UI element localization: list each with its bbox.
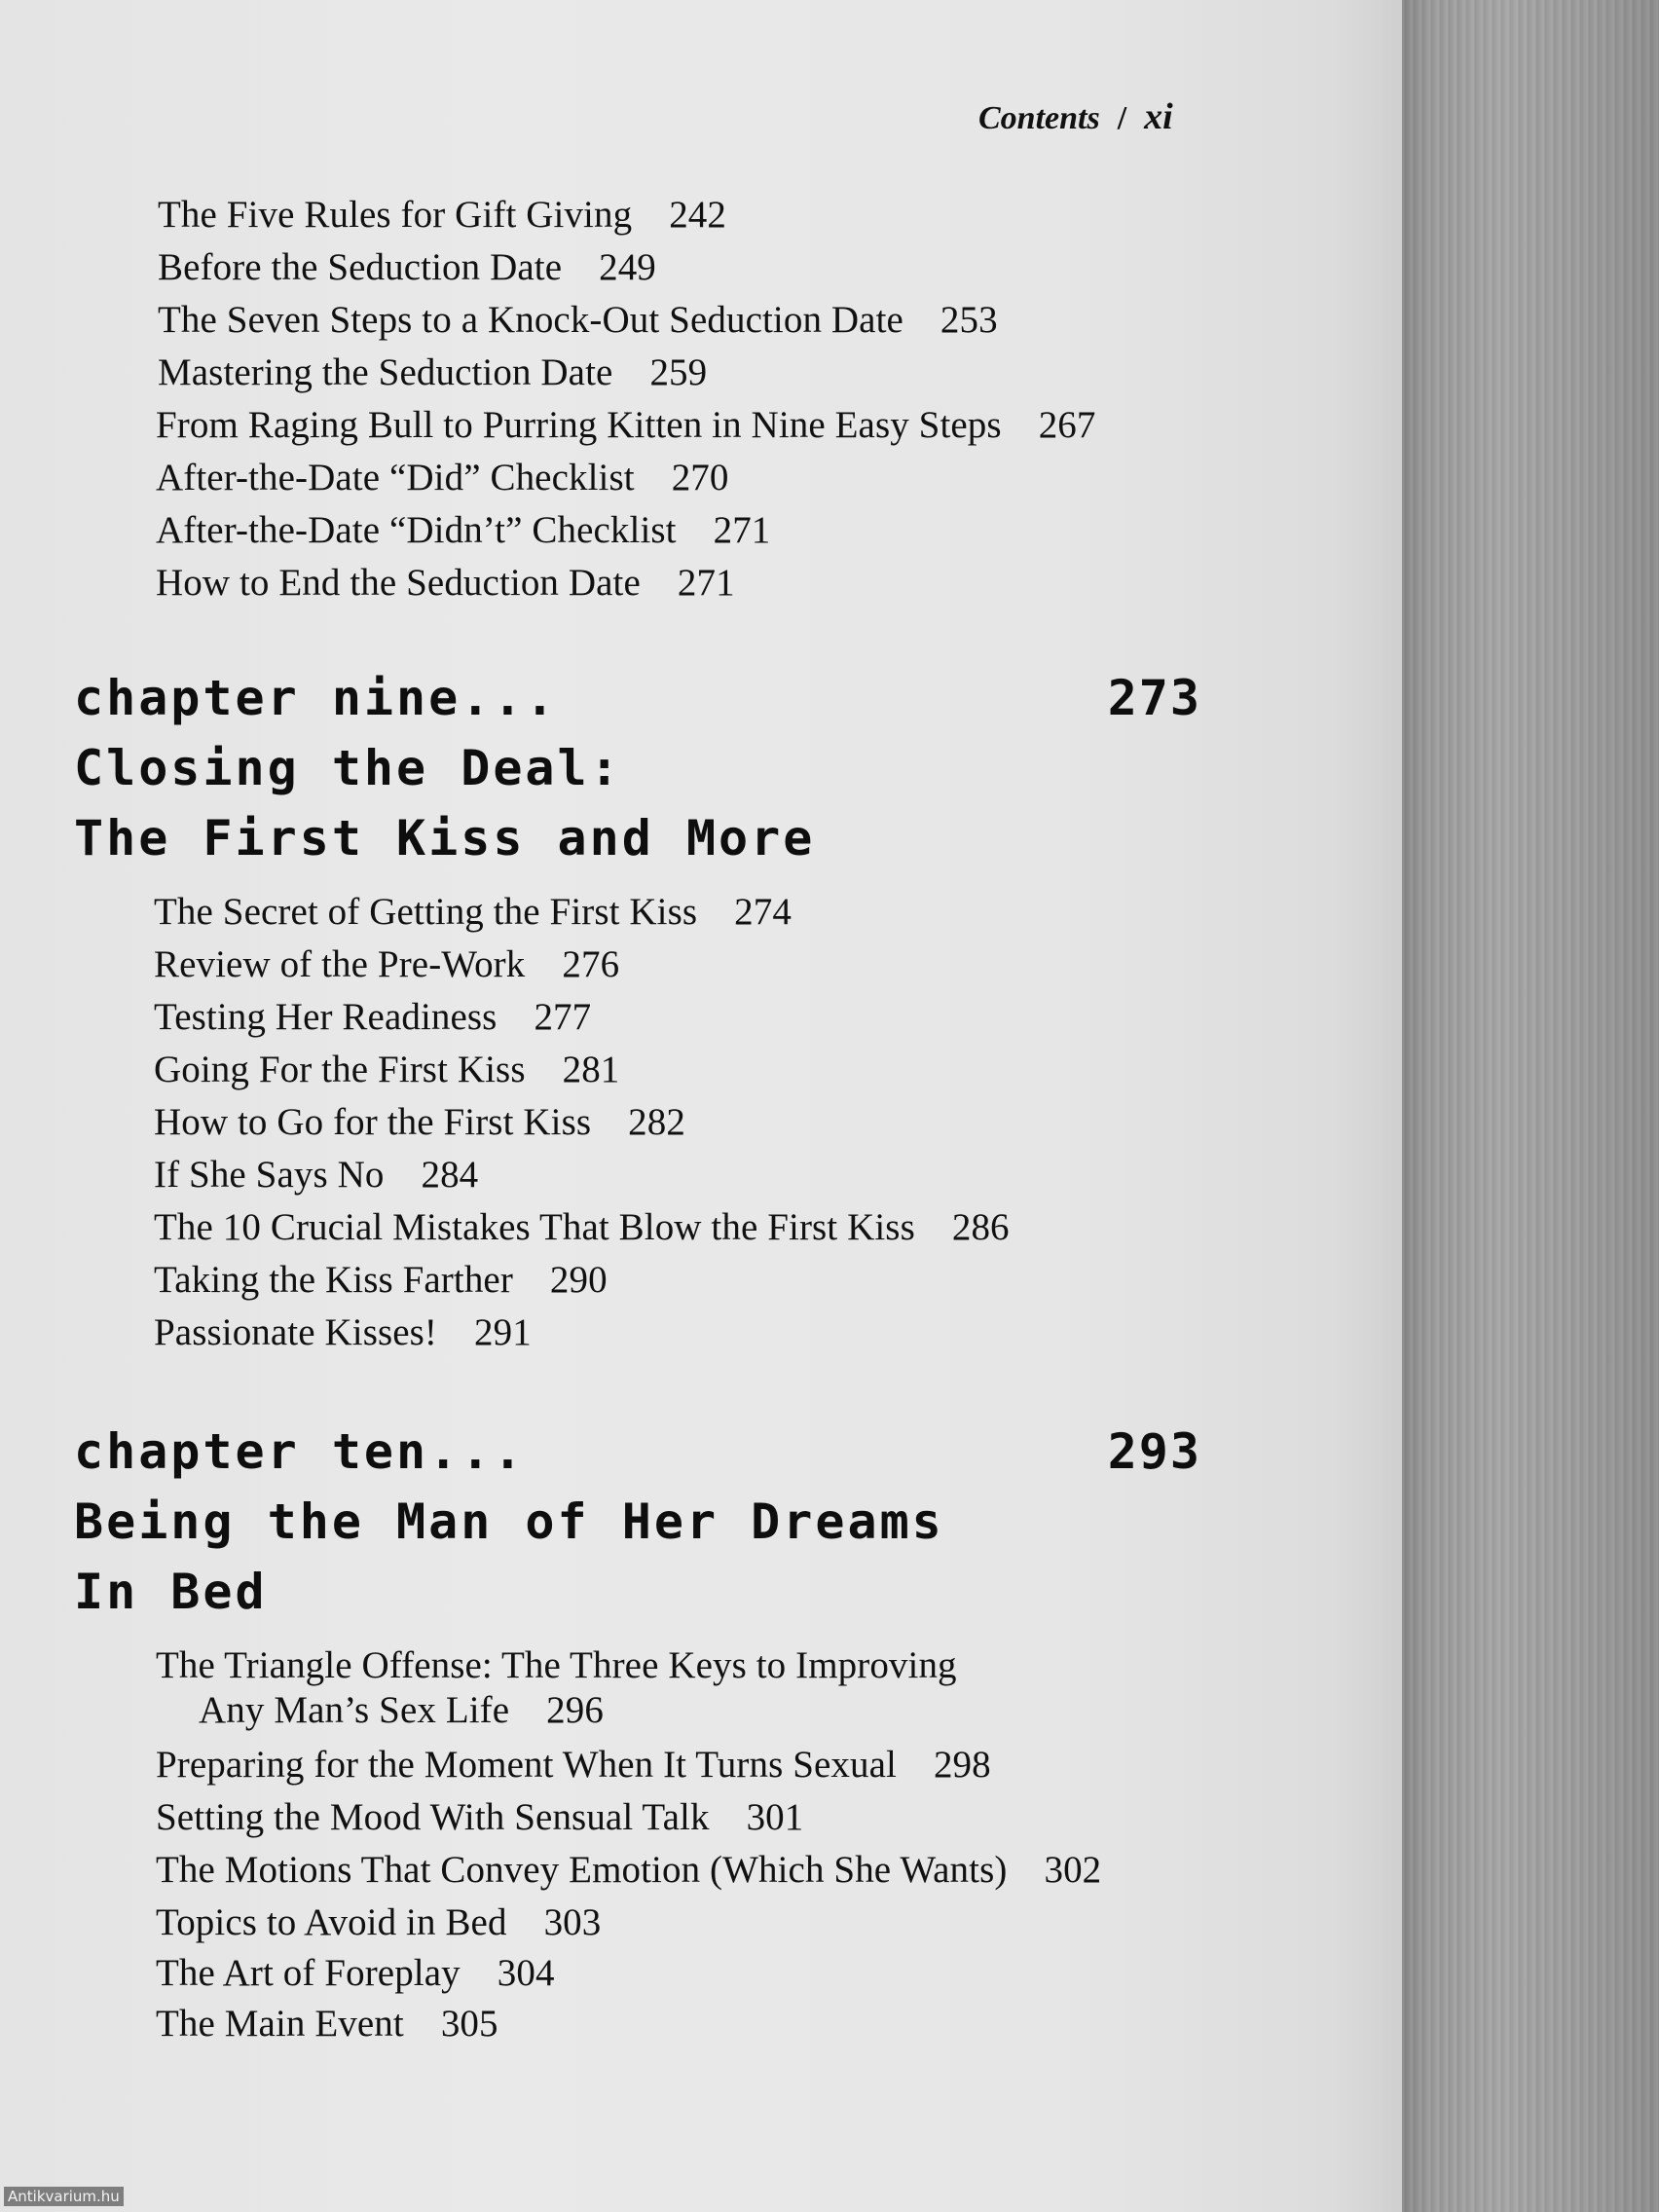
toc-entry-page: 276 [562, 943, 620, 985]
toc-entry-title: Any Man’s Sex Life [199, 1689, 510, 1731]
chapter-label: chapter nine... [74, 670, 558, 726]
toc-entry-continuation [199, 1688, 604, 1732]
toc-entry-title: Mastering the Seduction Date [158, 351, 613, 393]
toc-entry [158, 245, 656, 289]
toc-entry-title: Going For the First Kiss [154, 1049, 526, 1090]
background-surface [1402, 0, 1659, 2212]
toc-entry-page: 274 [734, 891, 792, 933]
toc-entry-page: 284 [421, 1154, 479, 1196]
toc-entry-title: From Raging Bull to Purring Kitten in Nine Easy Steps [156, 404, 1002, 446]
toc-entry-page: 267 [1038, 404, 1096, 446]
toc-entry [154, 1310, 532, 1354]
toc-entry-page: 298 [933, 1744, 991, 1786]
toc-entry-page: 270 [671, 457, 729, 498]
toc-entry-page: 249 [599, 246, 656, 288]
toc-entry-title: The Triangle Offense: The Three Keys to Improving [156, 1644, 957, 1686]
toc-entry-page: 281 [562, 1049, 620, 1090]
toc-entry-title: The Secret of Getting the First Kiss [154, 891, 698, 933]
toc-entry [156, 1900, 601, 1944]
toc-entry [154, 1048, 619, 1091]
toc-entry-title: How to End the Seduction Date [156, 562, 641, 604]
header-page-numeral: xi [1144, 96, 1173, 137]
toc-entry [154, 890, 792, 934]
toc-entry-title: Passionate Kisses! [154, 1311, 438, 1353]
toc-entry-title: After-the-Date “Did” Checklist [156, 457, 635, 498]
toc-entry-title: Taking the Kiss Farther [154, 1259, 513, 1301]
toc-entry-page: 259 [649, 351, 708, 393]
toc-entry-page: 290 [549, 1259, 608, 1301]
toc-entry-title: Setting the Mood With Sensual Talk [156, 1796, 710, 1838]
toc-entry-title: The Five Rules for Gift Giving [158, 194, 633, 236]
running-header [978, 95, 1173, 138]
toc-entry-page: 304 [497, 1952, 555, 1994]
toc-entry-page: 296 [546, 1689, 604, 1731]
toc-entry-title: The Motions That Convey Emotion (Which She Wants) [156, 1849, 1008, 1891]
toc-entry [156, 561, 735, 605]
toc-entry [158, 298, 998, 342]
toc-entry-page: 282 [628, 1101, 685, 1143]
toc-entry [154, 995, 591, 1039]
toc-entry-page: 303 [543, 1901, 602, 1943]
toc-entry-title: If She Says No [154, 1154, 385, 1196]
toc-entry-page: 242 [669, 194, 726, 236]
toc-entry-page: 271 [677, 562, 735, 604]
toc-entry [156, 1795, 803, 1839]
toc-entry [154, 1153, 478, 1197]
toc-entry-title: The Art of Foreplay [156, 1952, 461, 1994]
header-section: Contents [978, 100, 1100, 136]
toc-entry-title: Review of the Pre-Work [154, 943, 526, 985]
toc-entry [156, 1848, 1101, 1892]
toc-entry-page: 291 [474, 1311, 532, 1353]
toc-entry-title: Preparing for the Moment When It Turns Sexual [156, 1744, 897, 1786]
chapter-title-line: The First Kiss and More [74, 810, 816, 866]
toc-entry-title: How to Go for the First Kiss [154, 1101, 592, 1143]
toc-entry [154, 942, 619, 986]
chapter-title-line: Being the Man of Her Dreams [74, 1493, 944, 1550]
chapter-page: 293 [1107, 1423, 1201, 1480]
toc-entry [154, 1205, 1010, 1249]
toc-entry [158, 193, 726, 237]
toc-entry-page: 301 [746, 1796, 804, 1838]
toc-entry-page: 305 [440, 2003, 498, 2045]
toc-entry-page: 271 [713, 509, 771, 551]
toc-entry [156, 508, 770, 552]
toc-entry [158, 350, 707, 394]
toc-entry-title: The Main Event [156, 2003, 404, 2045]
chapter-label: chapter ten... [74, 1423, 526, 1480]
toc-entry-page: 253 [940, 299, 998, 341]
chapter-title-line: In Bed [74, 1564, 268, 1620]
toc-entry [154, 1258, 608, 1302]
toc-entry-title: After-the-Date “Didn’t” Checklist [156, 509, 677, 551]
chapter-title-line: Closing the Deal: [74, 740, 622, 796]
toc-entry [156, 1951, 555, 1995]
toc-entry-page: 286 [951, 1206, 1010, 1248]
header-separator: / [1117, 100, 1127, 136]
toc-entry [156, 1743, 991, 1787]
toc-entry-title: The 10 Crucial Mistakes That Blow the First Kiss [154, 1206, 915, 1248]
toc-entry-title: Testing Her Readiness [154, 996, 498, 1038]
toc-entry [156, 2002, 498, 2046]
watermark: Antikvarium.hu [4, 2187, 124, 2206]
toc-entry-page: 302 [1044, 1849, 1102, 1891]
toc-entry [156, 1643, 957, 1687]
toc-entry-title: Before the Seduction Date [158, 246, 563, 288]
chapter-page: 273 [1107, 670, 1201, 726]
toc-entry [156, 403, 1096, 447]
toc-entry-title: The Seven Steps to a Knock-Out Seduction Date [158, 299, 903, 341]
toc-entry-title: Topics to Avoid in Bed [156, 1901, 507, 1943]
toc-entry [156, 456, 729, 499]
toc-entry [154, 1100, 685, 1144]
toc-entry-page: 277 [534, 996, 592, 1038]
